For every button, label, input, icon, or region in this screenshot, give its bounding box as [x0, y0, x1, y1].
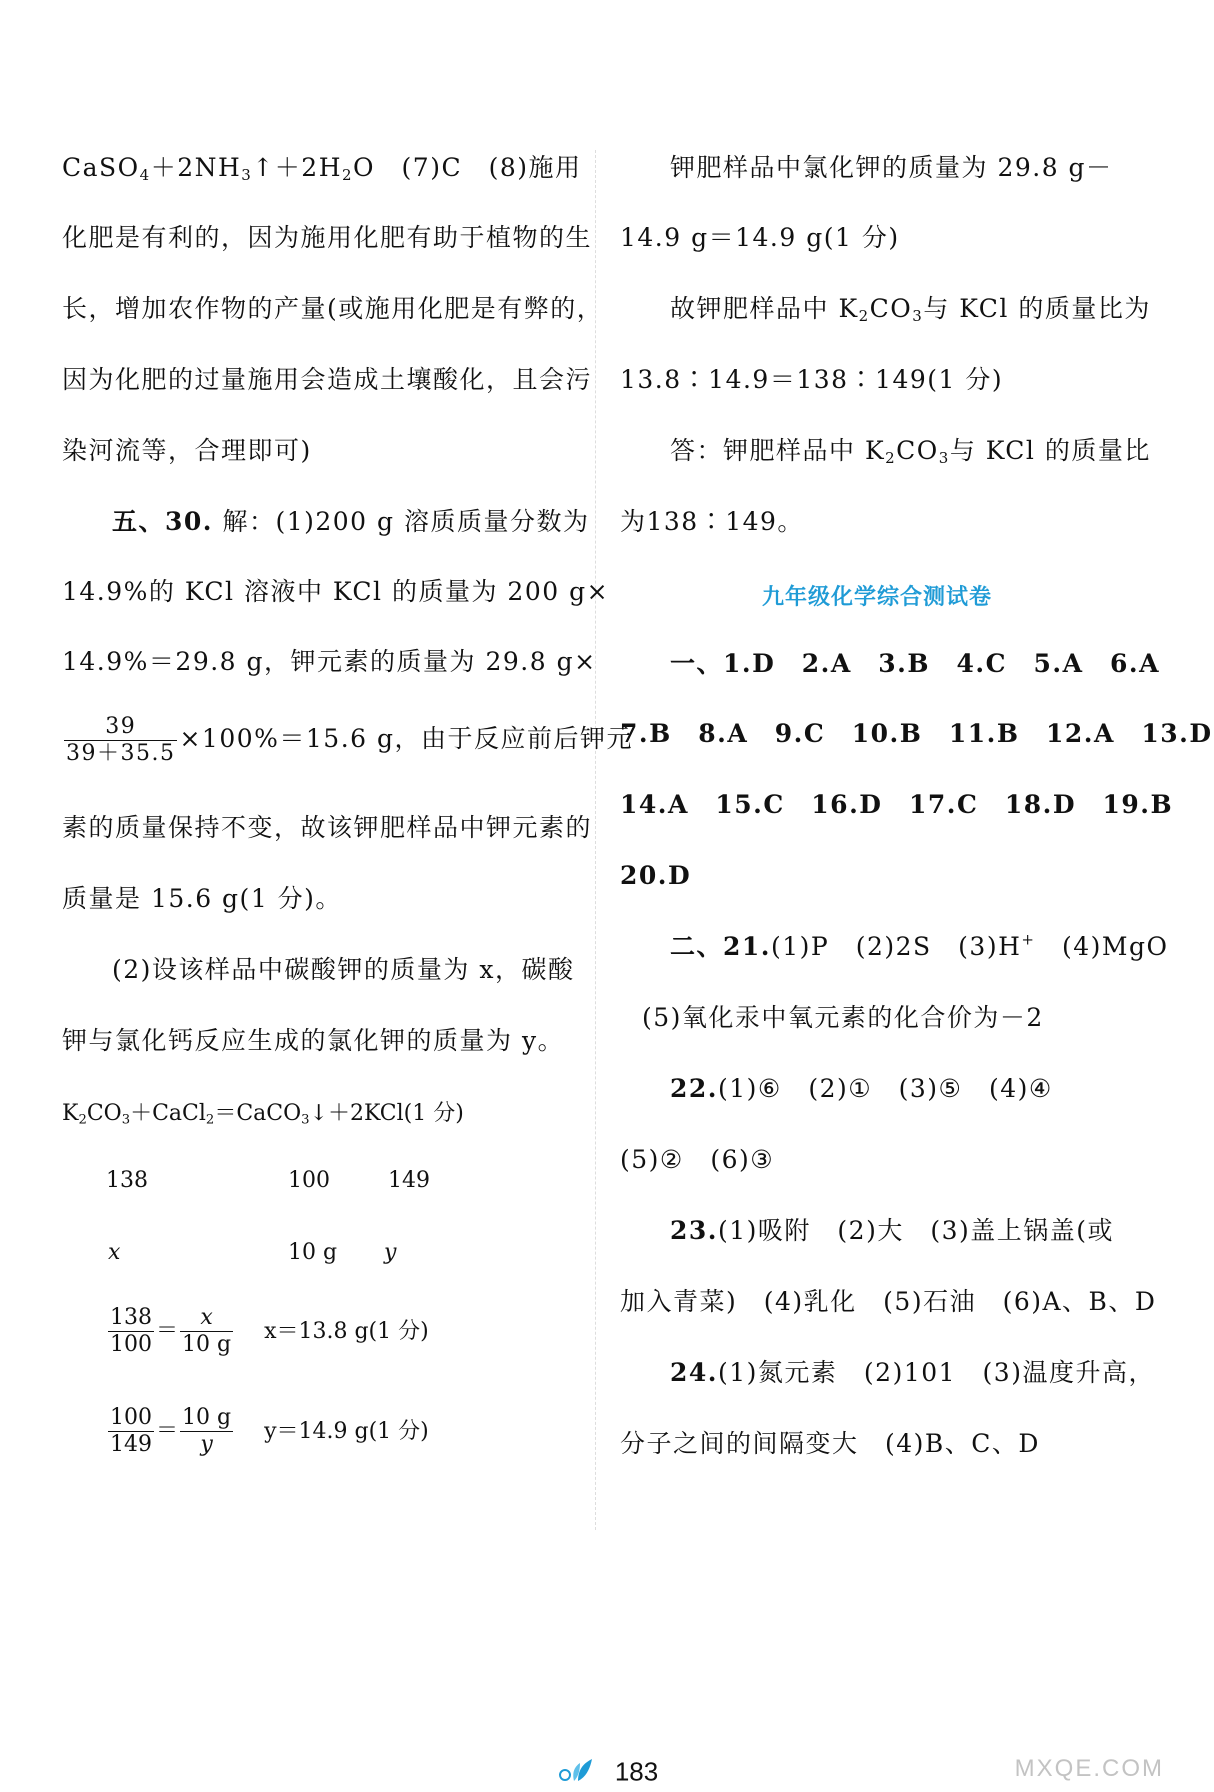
watermark: MXQE.COM — [1014, 1755, 1164, 1782]
text-line: 因为化肥的过量施用会造成土壤酸化，且会污 — [62, 365, 593, 394]
column-divider — [595, 150, 596, 1530]
answers-row: 14.A 15.C 16.D 17.C 18.D 19.B — [620, 790, 1174, 819]
text-line: 分子之间的间隔变大 (4)B、C、D — [620, 1429, 1040, 1458]
variable-y: y — [384, 1240, 397, 1265]
text-line: 14.9%＝29.8 g，钾元素的质量为 29.8 g× — [62, 647, 597, 676]
text-line: 故钾肥样品中 $K_2CO_3$与 KCl 的质量比为 — [670, 294, 1151, 325]
text-line: 化肥是有利的，因为施用化肥有助于植物的生 — [62, 223, 593, 252]
mass-10g: 10 g — [288, 1240, 338, 1265]
chemical-equation: $K_2CO_3+CaCl_2=CaCO_3↓+2KCl(1$ 分) — [62, 1101, 464, 1128]
answers-row: 20.D — [620, 861, 692, 890]
question-30: 五、30. 解：(1)200 g 溶质质量分数为 — [112, 507, 590, 536]
answers-row: 7.B 8.A 9.C 10.B 11.B 12.A 13.D — [620, 719, 1213, 748]
answers-row: 一、1.D 2.A 3.B 4.C 5.A 6.A — [670, 649, 1160, 678]
question-22: 22.(1)⑥ (2)① (3)⑤ (4)④ — [670, 1074, 1053, 1103]
fraction: $\frac{39}{39+35.5}$ — [66, 714, 176, 766]
text-line: (5)② (6)③ — [620, 1145, 775, 1174]
molar-mass-100: 100 — [288, 1168, 330, 1193]
molar-mass-149: 149 — [388, 1168, 430, 1193]
variable-x: x — [108, 1240, 121, 1265]
fraction-line: $\frac{39}{39+35.5}$ ×100%＝15.6 g，由于反应前后钾元 — [66, 714, 634, 766]
proportion-x: $\frac{138}{100}$ ＝ $\frac{x}{10 g}$ x＝13.8 g(1 分) — [110, 1305, 429, 1357]
text-line: (5)氧化汞中氧元素的化合价为－2 — [642, 1003, 1044, 1032]
text-line: 钾肥样品中氯化钾的质量为 29.8 g－ — [670, 153, 1113, 182]
text-line: 钾与氯化钙反应生成的氯化钾的质量为 y。 — [62, 1026, 565, 1055]
text-line: 素的质量保持不变，故该钾肥样品中钾元素的 — [62, 813, 593, 842]
text-line: 染河流等，合理即可) — [62, 436, 312, 465]
question-24: 24.(1)氮元素 (2)101 (3)温度升高， — [670, 1358, 1155, 1387]
text-line: (2)设该样品中碳酸钾的质量为 x，碳酸 — [112, 955, 575, 984]
text-line: 答：钾肥样品中 $K_2CO_3$与 KCl 的质量比 — [670, 436, 1151, 467]
text-line: 加入青菜) (4)乳化 (5)石油 (6)A、B、D — [620, 1287, 1157, 1316]
molar-mass-138: 138 — [106, 1168, 148, 1193]
text-line: 14.9 g＝14.9 g(1 分) — [620, 223, 900, 252]
text-line: 长，增加农作物的产量(或施用化肥是有弊的， — [62, 294, 604, 323]
leaf-swirl-icon — [556, 1755, 596, 1789]
text-line: 13.8∶14.9＝138∶149(1 分) — [620, 365, 1004, 394]
question-23: 23.(1)吸附 (2)大 (3)盖上锅盖(或 — [670, 1216, 1114, 1245]
text-line: 14.9%的 KCl 溶液中 KCl 的质量为 200 g× — [62, 577, 610, 606]
proportion-y: $\frac{100}{149}$ ＝ $\frac{10 g}{y}$ y＝14.9 g(1 分) — [110, 1405, 429, 1457]
text-line: 质量是 15.6 g(1 分)。 — [62, 884, 342, 913]
page-number: 183 — [614, 1756, 659, 1787]
section-title: 九年级化学综合测试卷 — [761, 584, 992, 610]
text-line: $CaSO_4+2NH_3↑+2H_2O$ (7)C (8)施用 — [62, 153, 582, 184]
question-21: 二、21.(1)P (2)2S (3)H+ (4)MgO — [670, 930, 1169, 961]
text-line: 为138∶149。 — [620, 507, 804, 536]
